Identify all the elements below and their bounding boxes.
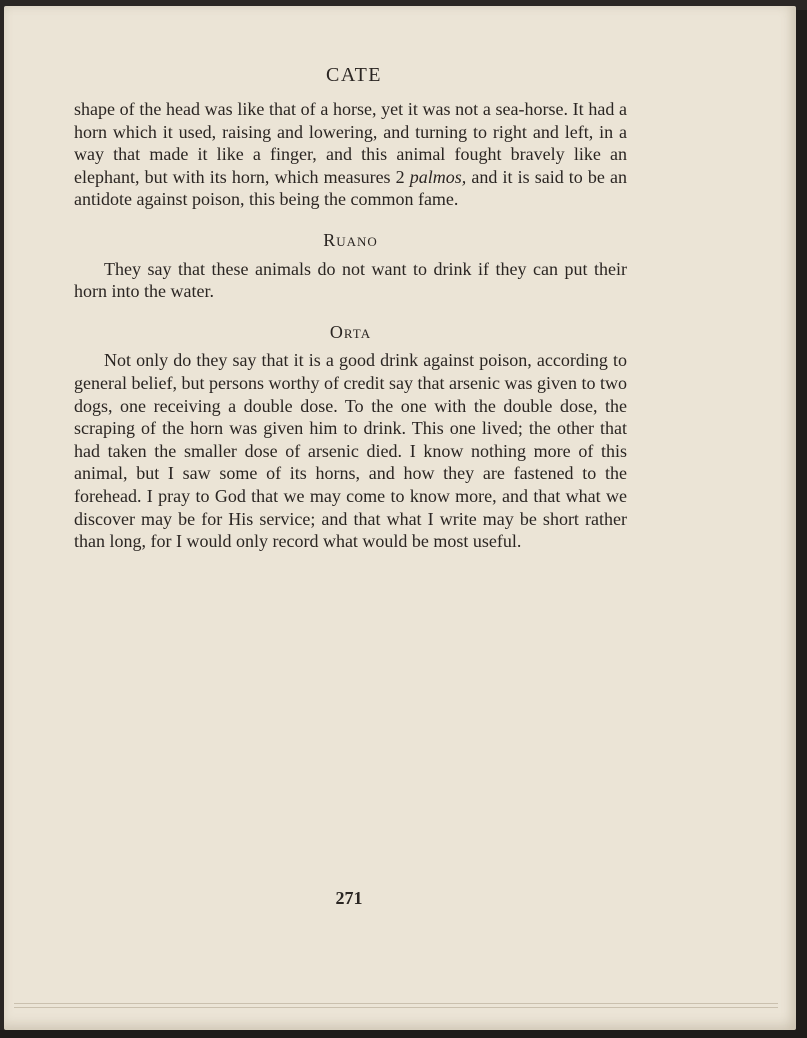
- page-edge-line: [14, 1007, 778, 1008]
- cate-text-part1: shape of the head was like that of a horse, yet it was not a sea-horse. It had a horn which it used, raising and lowering, and turning to right and left, in a way that made it like a finger, and this animal fought bravely like an elephant, but with its horn, which measures 2: [74, 99, 627, 187]
- cate-text-part2: and it is said to be an antidote against poison, this being the common fame.: [74, 166, 627, 210]
- text-block: [74, 98, 627, 553]
- page-edge-line: [14, 1003, 778, 1004]
- speaker-heading-orta: Orta: [329, 321, 372, 342]
- paragraph-cate-continued: [74, 98, 627, 211]
- book-page: [4, 6, 796, 1030]
- running-head: CATE: [326, 64, 382, 86]
- background-edge-right: [796, 10, 807, 1038]
- cate-text-italic: palmos,: [409, 166, 467, 187]
- background-edge-bottom: [0, 1030, 807, 1038]
- speaker-heading-ruano: Ruano: [323, 229, 378, 250]
- paragraph-orta: Not only do they say that it is a good drink against poison, according to general belief, but persons worthy of credit say that arsenic was given to two dogs, one receiving a double dose. To the one with the double dose, the scraping of the horn was given him to drink. This one lived; the other that had taken the smaller dose of arsenic died. I know nothing more of this animal, but I saw some of its horns, and how they are fastened to the forehead. I pray to God that we may come to know more, and that what we discover may be for His service; and that what I write may be short rather than long, for I would only record what would be most useful.: [74, 350, 627, 552]
- page-number: 271: [335, 888, 363, 908]
- paragraph-ruano: They say that these animals do not want to drink if they can put their horn into the water.: [74, 258, 627, 302]
